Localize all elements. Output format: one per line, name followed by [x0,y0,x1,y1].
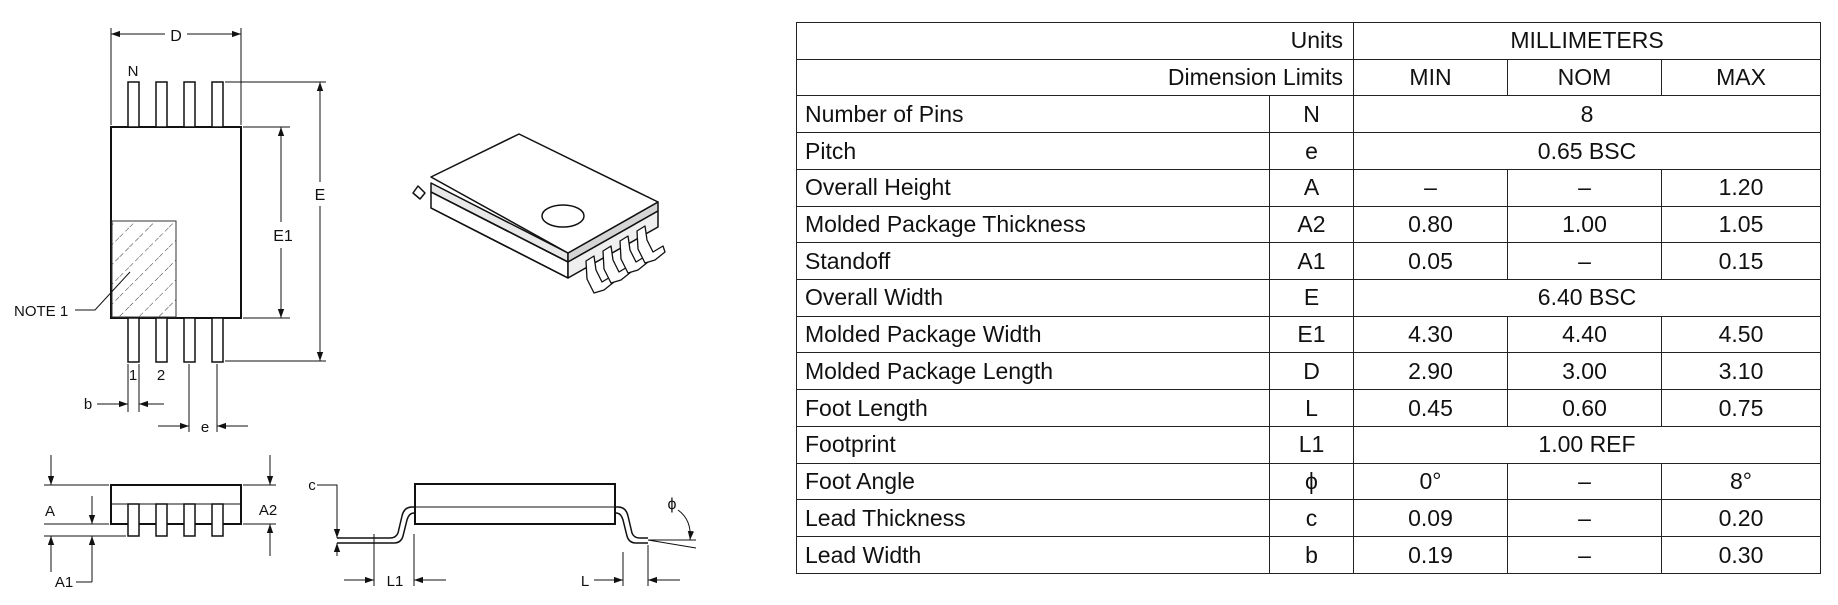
table-row [797,463,1821,500]
dimension-max: 0.30 [1662,537,1821,574]
dimension-symbol: N [1270,96,1354,133]
dimension-symbol: E1 [1270,316,1354,353]
pin1-hatch-area [112,221,176,317]
dimension-nom: 0.60 [1508,390,1662,427]
label-pin-2: 2 [156,367,166,384]
header-row-units [797,23,1821,60]
dimension-max: 0.75 [1662,390,1821,427]
dimension-symbol: L [1270,390,1354,427]
dimension-name: Pitch [797,133,1270,170]
package-body-side [415,484,615,524]
dimension-name: Footprint [797,426,1270,463]
dimension-name: Foot Length [797,390,1270,427]
dimension-min: 0.05 [1354,243,1508,280]
dimension-name: Molded Package Width [797,316,1270,353]
table-row [797,316,1821,353]
dimension-symbol: D [1270,353,1354,390]
front-view [44,455,277,591]
label-E: E [314,187,326,204]
label-c: c [308,477,316,494]
dimension-symbol: e [1270,133,1354,170]
bottom-leads [128,318,223,362]
dimension-value: 1.00 REF [1354,426,1821,463]
table-row [797,537,1821,574]
units-label: Units [797,23,1354,60]
table-row [797,390,1821,427]
dimension-name: Molded Package Length [797,353,1270,390]
label-note-1: NOTE 1 [14,303,69,320]
dimension-max: 1.05 [1662,206,1821,243]
label-A: A [44,503,56,520]
label-A1: A1 [54,574,74,591]
label-N: N [127,63,139,80]
dimension-nom: – [1508,169,1662,206]
dimension-min: 0° [1354,463,1508,500]
limits-label: Dimension Limits [797,59,1354,96]
dimension-nom: 1.00 [1508,206,1662,243]
dimension-name: Overall Width [797,280,1270,317]
dimension-symbol: A1 [1270,243,1354,280]
dimensions-table [796,22,1821,574]
dimension-symbol: A2 [1270,206,1354,243]
table-row [797,280,1821,317]
dimension-min: 0.19 [1354,537,1508,574]
table-row [797,96,1821,133]
package-drawings [0,0,780,605]
label-L: L [580,573,590,590]
dimension-symbol: c [1270,500,1354,537]
dimension-name: Overall Height [797,169,1270,206]
dimension-min: 4.30 [1354,316,1508,353]
dimension-max: 1.20 [1662,169,1821,206]
package-3d-view [413,134,665,293]
dimension-value: 8 [1354,96,1821,133]
dimension-name: Lead Thickness [797,500,1270,537]
top-view [14,28,326,436]
dimension-symbol: L1 [1270,426,1354,463]
header-row-limits [797,59,1821,96]
label-E1: E1 [273,228,293,245]
dimension-name: Lead Width [797,537,1270,574]
dimension-symbol: E [1270,280,1354,317]
col-header-nom: NOM [1508,59,1662,96]
label-pin-1: 1 [128,367,138,384]
dimension-symbol: ϕ [1270,463,1354,500]
dimension-max: 8° [1662,463,1821,500]
col-header-max: MAX [1662,59,1821,96]
dimension-name: Standoff [797,243,1270,280]
dimension-nom: – [1508,243,1662,280]
label-phi: ϕ [667,496,677,513]
dimension-value: 6.40 BSC [1354,280,1821,317]
dimension-max: 0.15 [1662,243,1821,280]
dimension-symbol: b [1270,537,1354,574]
dimension-nom: – [1508,463,1662,500]
label-D: D [170,28,182,45]
col-header-min: MIN [1354,59,1508,96]
dimension-name: Molded Package Thickness [797,206,1270,243]
dimension-name: Foot Angle [797,463,1270,500]
side-view [308,477,696,590]
units-value: MILLIMETERS [1354,23,1821,60]
label-A2: A2 [258,502,278,519]
dimensions-table-body [797,23,1821,574]
dimension-name: Number of Pins [797,96,1270,133]
dimension-nom: 4.40 [1508,316,1662,353]
label-b: b [83,396,93,413]
dimension-min: 0.45 [1354,390,1508,427]
table-row [797,426,1821,463]
table-row [797,133,1821,170]
table-row [797,206,1821,243]
label-L1: L1 [386,573,404,590]
dimension-min: 0.09 [1354,500,1508,537]
dimension-max: 0.20 [1662,500,1821,537]
dimension-min: 0.80 [1354,206,1508,243]
dimension-nom: – [1508,537,1662,574]
dimension-nom: 3.00 [1508,353,1662,390]
dimension-symbol: A [1270,169,1354,206]
dimension-nom: – [1508,500,1662,537]
table-row [797,243,1821,280]
label-e: e [200,419,210,436]
dimension-max: 3.10 [1662,353,1821,390]
dimension-min: 2.90 [1354,353,1508,390]
table-row [797,169,1821,206]
table-row [797,353,1821,390]
dimension-value: 0.65 BSC [1354,133,1821,170]
dimension-min: – [1354,169,1508,206]
pin1-dimple [542,205,584,227]
top-leads [128,82,223,127]
dimension-max: 4.50 [1662,316,1821,353]
table-row [797,500,1821,537]
